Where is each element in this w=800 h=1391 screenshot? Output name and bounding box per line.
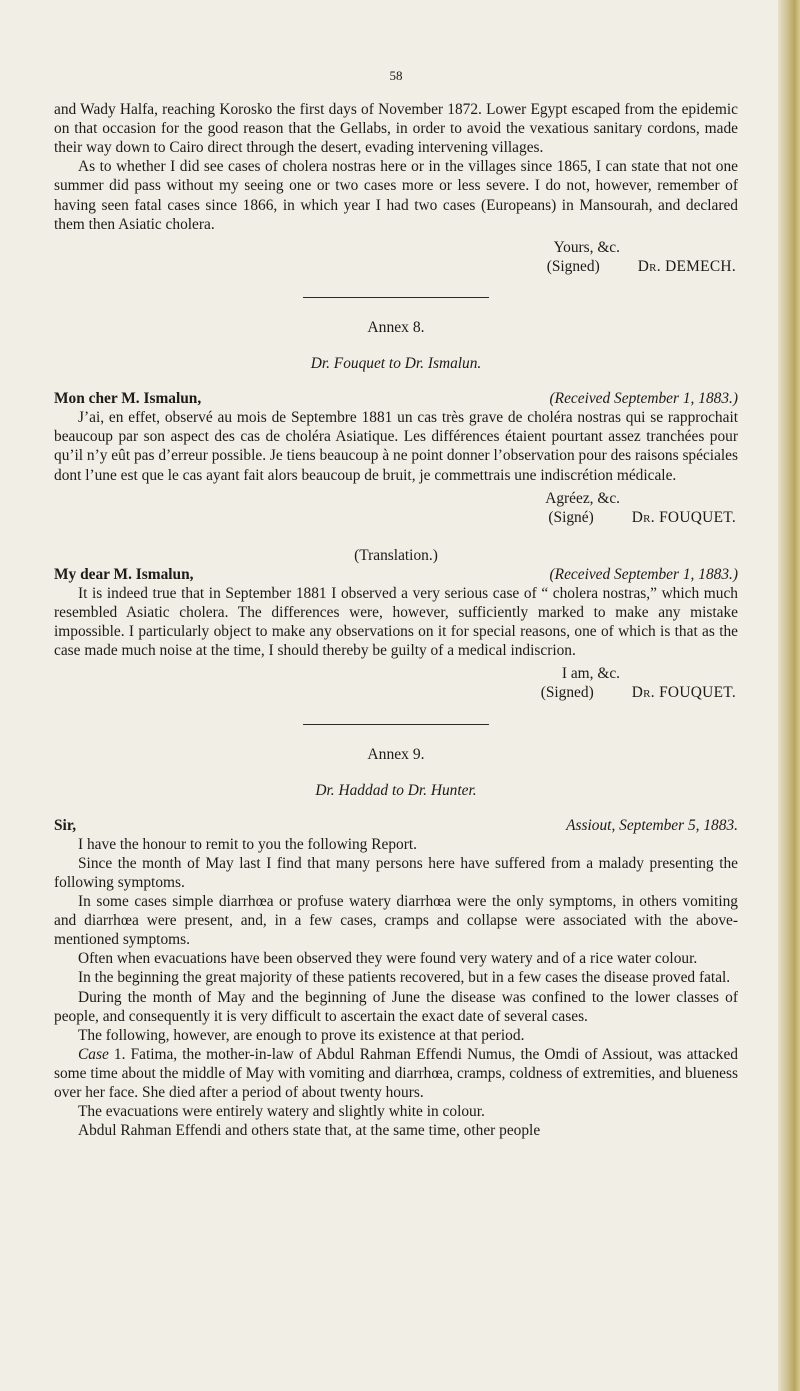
signer-name: Dr. DEMECH. — [637, 257, 736, 275]
annex-8-body: J’ai, en effet, observé au mois de Septembre 1881 un cas très grave de choléra nostras qui se rapprochait beaucoup par son aspect des cas de choléra Asiatique. Les différences étaient pourtant assez tranchées pour qu’il n’y eût pas d’erreur possible. Je tiens beaucoup à ne point donner l’observation pour des raisons spéciales dont l’une est que le cas ayant fait alors beaucoup de bruit, je commettrais une indiscrétion médicale. — [54, 409, 738, 484]
section-divider — [303, 724, 489, 725]
annex-9-case-1 — [54, 1045, 738, 1102]
signer-name: Dr. FOUQUET. — [631, 508, 736, 526]
translation-body: It is indeed true that in September 1881 I observed a very serious case of “ cholera nostras,” which much resembled Asiatic cholera. The differences were, however, sufficiently marked to make any mistake impossible. I particularly object to make any observations on it for special reasons, one of which is that as the case made much noise at the time, I should thereby be guilty of a medical indiscrion. — [54, 584, 738, 660]
intro-paragraph-1: and Wady Halfa, reaching Korosko the first days of November 1872. Lower Egypt escaped from the epidemic on that occasion for the good reason that the Gellabs, in order to avoid the vexatious sanitary cordons, made their way down to Cairo direct through the desert, evading intervening villages. — [54, 101, 738, 157]
signer-name: Dr. FOUQUET. — [631, 684, 736, 702]
annex-8-salutation: Mon cher M. Ismalun, — [54, 390, 202, 408]
translation-header-row — [54, 565, 738, 584]
annex-9-paragraph-8: The evacuations were entirely watery and slightly white in colour. — [78, 1103, 485, 1121]
intro-paragraph-2: As to whether I did see cases of cholera nostras here or in the villages since 1865, I can state that not one summer did pass without my seeing one or two cases more or less severe. I do not, however, remember of having seen fatal cases since 1866, in which year I had two cases (Europeans) in Mansourah, and declared them then Asiatic cholera. — [54, 158, 738, 233]
annex-8-date: (Received September 1, 1883.) — [549, 390, 738, 408]
case-1-text: 1. Fatima, the mother-in-law of Abdul Rahman Effendi Numus, the Omdi of Assiout, was attacked some time about the middle of May with vomiting and diarrhœa, cramps, coldness of extremities, and blueness over her face. She died after a period of about twenty hours. — [54, 1045, 738, 1102]
translation-salutation: My dear M. Ismalun, — [54, 565, 194, 583]
translation-closing: I am, &c. — [561, 665, 620, 683]
annex-9-paragraph-9: Abdul Rahman Effendi and others state that, at the same time, other people — [78, 1122, 541, 1140]
annex-8-signature — [54, 508, 738, 527]
annex-8-subtitle: Dr. Fouquet to Dr. Ismalun. — [310, 355, 482, 373]
signed-label: (Signé) — [548, 508, 594, 526]
case-label: Case — [78, 1045, 109, 1063]
demech-closing: Yours, &c. — [553, 238, 620, 256]
signed-label: (Signed) — [540, 684, 594, 702]
translation-signature — [54, 683, 738, 702]
annex-9-paragraph-2: Since the month of May last I find that many persons here have suffered from a malady presenting the following symptoms. — [54, 854, 738, 891]
annex-8-closing: Agréez, &c. — [545, 489, 620, 507]
page-number: 58 — [389, 68, 403, 83]
annex-9-header-row — [54, 816, 738, 835]
translation-date: (Received September 1, 1883.) — [549, 565, 738, 583]
document-page — [54, 58, 738, 1140]
demech-signature — [54, 257, 738, 276]
annex-9-paragraph-6: During the month of May and the beginning of June the disease was confined to the lower classes of people, and consequently it is very difficult to ascertain the exact date of several cases. — [54, 988, 738, 1025]
annex-8-header-row — [54, 389, 738, 408]
annex-8-title: Annex 8. — [367, 318, 425, 336]
annex-9-title: Annex 9. — [367, 745, 425, 763]
annex-9-paragraph-4: Often when evacuations have been observed they were found very watery and of a rice water colour. — [78, 950, 698, 968]
annex-9-date: Assiout, September 5, 1883. — [566, 816, 738, 834]
page-edge — [778, 0, 800, 1391]
annex-9-paragraph-1: I have the honour to remit to you the following Report. — [78, 835, 417, 853]
annex-9-salutation: Sir, — [54, 816, 77, 834]
annex-9-paragraph-5: In the beginning the great majority of these patients recovered, but in a few cases the disease proved fatal. — [78, 969, 731, 987]
translation-heading: (Translation.) — [354, 546, 438, 564]
annex-9-subtitle: Dr. Haddad to Dr. Hunter. — [315, 781, 477, 799]
signed-label: (Signed) — [546, 257, 600, 275]
section-divider — [303, 297, 489, 298]
annex-9-paragraph-7: The following, however, are enough to prove its existence at that period. — [78, 1026, 525, 1044]
annex-9-paragraph-3: In some cases simple diarrhœa or profuse watery diarrhœa were the only symptoms, in others vomiting and diarrhœa were present, and, in a few cases, cramps and collapse were associated with the above-mentioned symptoms. — [54, 893, 738, 949]
